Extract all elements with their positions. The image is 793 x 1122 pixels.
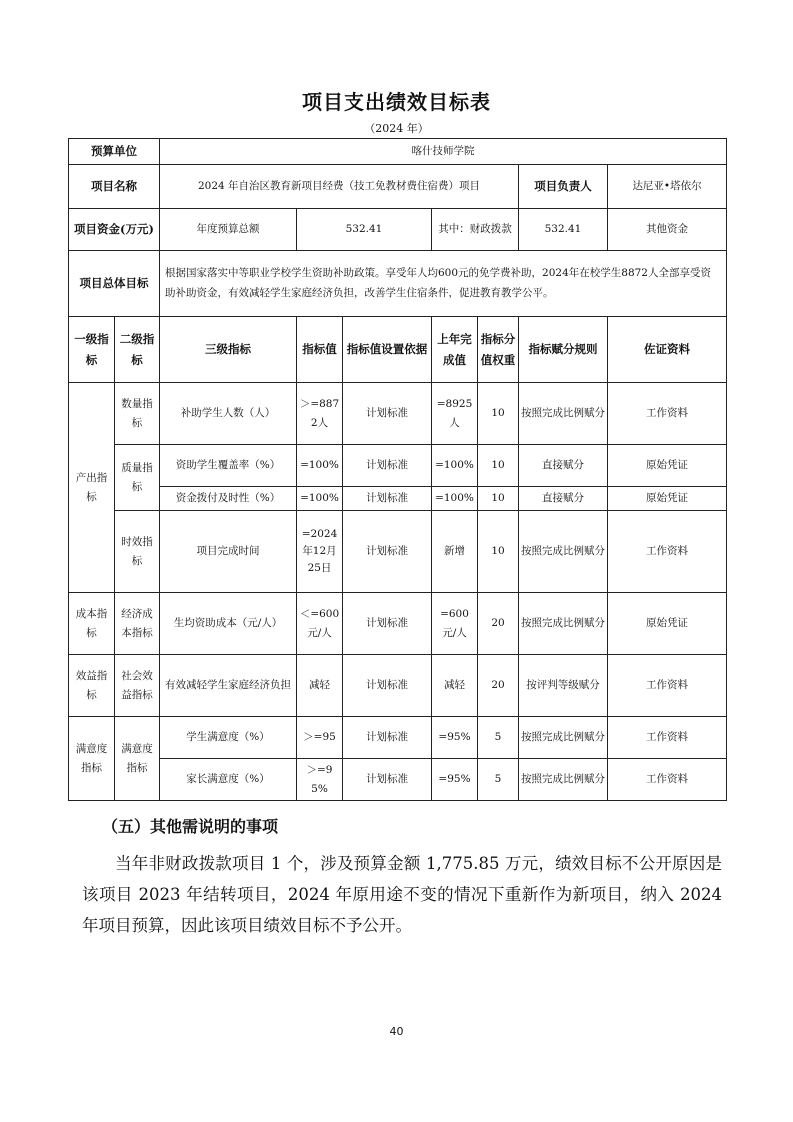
- cell-basis: 计划标准: [343, 383, 432, 445]
- cell-prev: =100%: [432, 445, 478, 487]
- cell-weight: 10: [478, 445, 519, 487]
- cell-rule: 按照完成比例赋分: [519, 593, 608, 655]
- cell-value: 减轻: [297, 655, 343, 717]
- header-value: 指标值: [297, 317, 343, 383]
- cell-indicator: 有效减轻学生家庭经济负担: [160, 655, 297, 717]
- cell-rule: 按照完成比例赋分: [519, 717, 608, 759]
- cell-prev: =600元/人: [432, 593, 478, 655]
- project-leader-value: 达尼亚•塔依尔: [608, 165, 727, 209]
- cell-evidence: 工作资料: [608, 717, 727, 759]
- header-evidence: 佐证资料: [608, 317, 727, 383]
- cell-evidence: 工作资料: [608, 383, 727, 445]
- cell-weight: 10: [478, 511, 519, 593]
- cell-evidence: 工作资料: [608, 511, 727, 593]
- cell-evidence: 工作资料: [608, 759, 727, 801]
- header-weight: 指标分值权重: [478, 317, 519, 383]
- annual-budget-value: 532.41: [297, 209, 432, 251]
- subgroup-quality: 质量指标: [115, 445, 160, 511]
- subgroup-social-benefit: 社会效益指标: [115, 655, 160, 717]
- cell-value: =100%: [297, 487, 343, 511]
- cell-indicator: 家长满意度（%）: [160, 759, 297, 801]
- cell-basis: 计划标准: [343, 717, 432, 759]
- header-basis: 指标值设置依据: [343, 317, 432, 383]
- table-row: [69, 383, 727, 445]
- cell-evidence: 原始凭证: [608, 445, 727, 487]
- cell-prev: 减轻: [432, 655, 478, 717]
- group-cost: 成本指标: [69, 593, 115, 655]
- cell-rule: 按评判等级赋分: [519, 655, 608, 717]
- header-level1: 一级指标: [69, 317, 115, 383]
- table-row: [69, 511, 727, 593]
- cell-rule: 按照完成比例赋分: [519, 511, 608, 593]
- header-level3: 三级指标: [160, 317, 297, 383]
- table-row: [69, 717, 727, 759]
- other-funds-label: 其他资金: [608, 209, 727, 251]
- cell-value: ＜=600元/人: [297, 593, 343, 655]
- page-number: 40: [389, 1025, 404, 1038]
- cell-weight: 5: [478, 759, 519, 801]
- cell-indicator: 资助学生覆盖率（%）: [160, 445, 297, 487]
- cell-basis: 计划标准: [343, 759, 432, 801]
- performance-target-table: [68, 138, 727, 801]
- overall-goal-label: 项目总体目标: [69, 251, 160, 317]
- table-row: [69, 445, 727, 487]
- cell-weight: 20: [478, 655, 519, 717]
- subgroup-satisfaction: 满意度指标: [115, 717, 160, 801]
- cell-basis: 计划标准: [343, 487, 432, 511]
- cell-value: =2024年12月25日: [297, 511, 343, 593]
- project-name-value: 2024 年自治区教育新项目经费（技工免教材费住宿费）项目: [160, 165, 519, 209]
- project-leader-label: 项目负责人: [519, 165, 608, 209]
- table-row: [69, 593, 727, 655]
- subgroup-quantity: 数量指标: [115, 383, 160, 445]
- project-name-label: 项目名称: [69, 165, 160, 209]
- cell-weight: 10: [478, 383, 519, 445]
- cell-indicator: 补助学生人数（人）: [160, 383, 297, 445]
- subgroup-economic-cost: 经济成本指标: [115, 593, 160, 655]
- cell-basis: 计划标准: [343, 445, 432, 487]
- table-row: [69, 759, 727, 801]
- page-title: 项目支出绩效目标表: [302, 90, 491, 114]
- fiscal-allocation-value: 532.41: [519, 209, 608, 251]
- cell-indicator: 生均资助成本（元/人）: [160, 593, 297, 655]
- section-paragraph: 当年非财政拨款项目 1 个，涉及预算金额 1,775.85 万元，绩效目标不公开原因是该项目 2023 年结转项目，2024 年原用途不变的情况下重新作为新项目，纳入 2024 年项目预算，因此该项目绩效目标不予公开。: [82, 854, 722, 935]
- cell-basis: 计划标准: [343, 511, 432, 593]
- annual-budget-label: 年度预算总额: [160, 209, 297, 251]
- group-benefit: 效益指标: [69, 655, 115, 717]
- cell-value: ＞=95%: [297, 759, 343, 801]
- cell-basis: 计划标准: [343, 593, 432, 655]
- cell-value: ＞=95: [297, 717, 343, 759]
- project-fund-label: 项目资金(万元): [69, 209, 160, 251]
- cell-value: ＞=8872人: [297, 383, 343, 445]
- cell-rule: 按照完成比例赋分: [519, 759, 608, 801]
- cell-rule: 直接赋分: [519, 445, 608, 487]
- cell-prev: =8925人: [432, 383, 478, 445]
- cell-evidence: 工作资料: [608, 655, 727, 717]
- header-level2: 二级指标: [115, 317, 160, 383]
- budget-unit-value: 喀什技师学院: [160, 139, 727, 165]
- cell-weight: 20: [478, 593, 519, 655]
- cell-indicator: 项目完成时间: [160, 511, 297, 593]
- cell-prev: =95%: [432, 717, 478, 759]
- cell-weight: 10: [478, 487, 519, 511]
- group-output: 产出指标: [69, 383, 115, 593]
- cell-prev: 新增: [432, 511, 478, 593]
- budget-unit-label: 预算单位: [69, 139, 160, 165]
- cell-indicator: 资金拨付及时性（%）: [160, 487, 297, 511]
- overall-goal-value: 根据国家落实中等职业学校学生资助补助政策。享受年人均600元的免学费补助，2024年在校学生8872人全部享受资助补助资金，有效减轻学生家庭经济负担，改善学生住宿条件，促进教育教学公平。: [160, 251, 727, 317]
- fiscal-allocation-label: 其中：财政拨款: [432, 209, 519, 251]
- cell-evidence: 原始凭证: [608, 487, 727, 511]
- header-prev: 上年完成值: [432, 317, 478, 383]
- section-heading: （五）其他需说明的事项: [102, 817, 279, 836]
- cell-prev: =95%: [432, 759, 478, 801]
- table-year: （2024 年）: [364, 122, 429, 135]
- cell-value: =100%: [297, 445, 343, 487]
- table-row: [69, 487, 727, 511]
- group-satisfaction: 满意度指标: [69, 717, 115, 801]
- cell-rule: 按照完成比例赋分: [519, 383, 608, 445]
- cell-weight: 5: [478, 717, 519, 759]
- subgroup-timeliness: 时效指标: [115, 511, 160, 593]
- cell-prev: =100%: [432, 487, 478, 511]
- cell-indicator: 学生满意度（%）: [160, 717, 297, 759]
- cell-evidence: 原始凭证: [608, 593, 727, 655]
- cell-rule: 直接赋分: [519, 487, 608, 511]
- table-row: [69, 655, 727, 717]
- header-rule: 指标赋分规则: [519, 317, 608, 383]
- cell-basis: 计划标准: [343, 655, 432, 717]
